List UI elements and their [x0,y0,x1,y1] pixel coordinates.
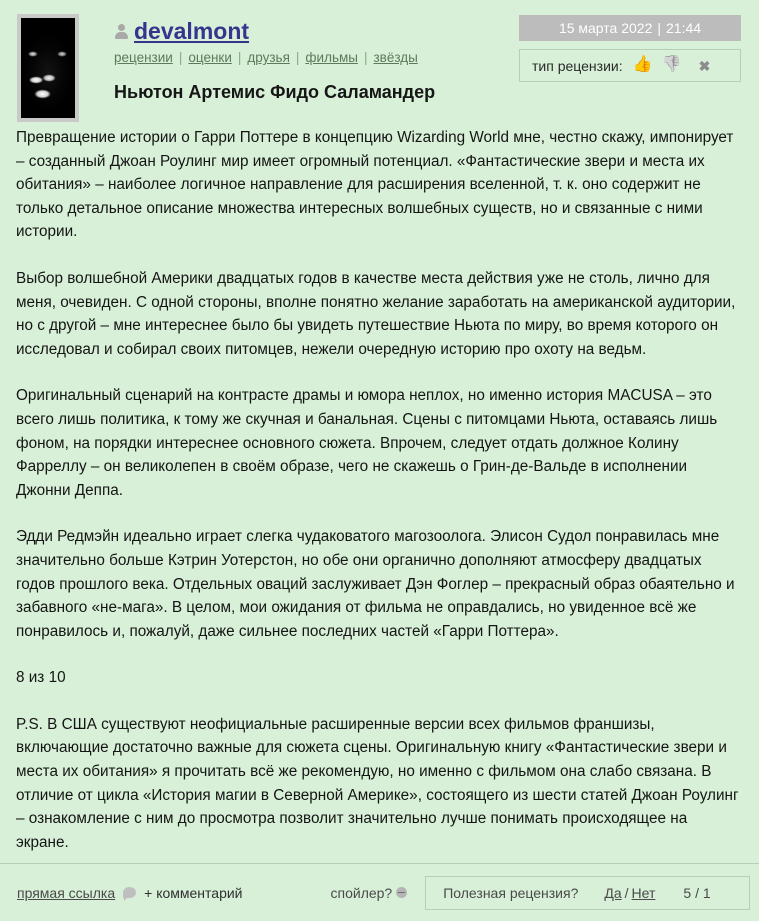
nav-separator: | [237,50,242,65]
review-paragraph: Оригинальный сценарий на контрасте драмы и юмора неплох, но именно история MACUSA – это всего лишь политика, к тому же скучная и банальная. Сцены с питомцами Ньюта, оставаясь лишь фоном, на порядки интереснее основного сюжета. Впрочем, следует отдать должное Колину Фарреллу – он великолепен в своём образе, чего не скажешь о Грин-де-Вальде в исполнении Джонни Деппа. [16,387,718,499]
review-postscript: P.S. В США существуют неофициальные расширенные версии всех фильмов франшизы, включающие достаточно важные для сюжета сцены. Оригинальную книгу «Фантастические звери и места их обитания» я прочитать всё же рекомендую, но именно с фильмом она слабо связана. В отличие от цикла «История магии в Северной Америке», состоящего из шести статей Джоан Роулинг – ознакомление с ним до просмотра позволит значительно лучше понимать происходящее на экране. [16,715,739,851]
review-paragraph: Превращение истории о Гарри Поттере в концепцию Wizarding World мне, честно скажу, импонирует – созданный Джоан Роулинг мир имеет огромный потенциал. «Фантастические звери и места их обитания» – наиболее логичное направление для расширения вселенной, т. к. оно содержит не только детальное описание множества интересных волшебных существ, но и связанные с ними истории. [16,129,734,241]
sidebar-item-stars[interactable]: звёзды [373,50,418,65]
spoiler-label: спойлер? [330,884,393,901]
review-paragraph: Выбор волшебной Америки двадцатых годов в качестве места действия уже не столь, лично для меня, очевиден. С одной стороны, вполне понятно желание заработать на американской аудитории, но с другой – мне интереснее было бы увидеть путешествие Ньюта по миру, во время которого он исследовал и собирал своих питомцев, нежели очередную историю про охоту на ведьм. [16,269,736,358]
spoiler-toggle[interactable] [331,885,408,901]
add-comment-button[interactable]: + комментарий [144,884,243,901]
date-bar [519,15,741,41]
sidebar-item-friends[interactable]: друзья [247,50,290,65]
review-date: 15 марта 2022 [558,20,653,36]
sidebar-item-reviews[interactable]: рецензии [114,50,173,65]
sidebar-item-films[interactable]: фильмы [305,50,358,65]
thumbs-up-icon[interactable] [633,57,652,75]
vote-no-button[interactable]: Нет [631,884,656,901]
footer-left-group [17,885,243,901]
nav-separator: | [295,50,300,65]
direct-link[interactable]: прямая ссылка [17,884,116,901]
minus-circle-icon [396,887,407,898]
review-header [0,0,759,126]
nav-separator: | [178,50,183,65]
user-icon [114,23,128,39]
useful-review-box [425,876,750,910]
username-link[interactable]: devalmont [134,17,250,44]
review-body [0,126,759,854]
thumbs-down-icon[interactable] [662,57,681,75]
vote-count: 5 / 1 [683,884,711,901]
close-icon[interactable]: ✖ [698,57,711,74]
date-separator: | [657,20,662,36]
avatar-image [21,18,75,118]
nav-separator: | [363,50,368,65]
useful-review-label: Полезная рецензия? [443,884,579,901]
vote-separator: / [624,884,629,901]
review-time: 21:44 [666,20,702,36]
review-footer [0,863,759,921]
review-type-label: тип рецензии: [532,57,623,74]
vote-yes-button[interactable]: Да [604,884,622,901]
page-title: Ньютон Артемис Фидо Саламандер [114,82,436,102]
review-rating: 8 из 10 [16,669,66,687]
review-paragraph: Эдди Редмэйн идеально играет слегка чудаковатого магозоолога. Элисон Судол понравилась мне значительно больше Кэтрин Уотерстон, но обе они органично дополняют атмосферу двадцатых годов прошлого века. Отдельных оваций заслуживает Дэн Фоглер – прекрасный образ обаятельно и забавного «не-мага». В целом, мои ожидания от фильма не оправдались, но увиденное всё же понравилось и, пожалуй, даже сильнее последних частей «Гарри Поттера». [16,528,735,640]
review-type-box [519,49,741,82]
useful-review-votes [604,885,655,901]
speech-bubble-icon [123,887,136,898]
avatar[interactable] [17,14,79,122]
sidebar-item-ratings[interactable]: оценки [188,50,232,65]
